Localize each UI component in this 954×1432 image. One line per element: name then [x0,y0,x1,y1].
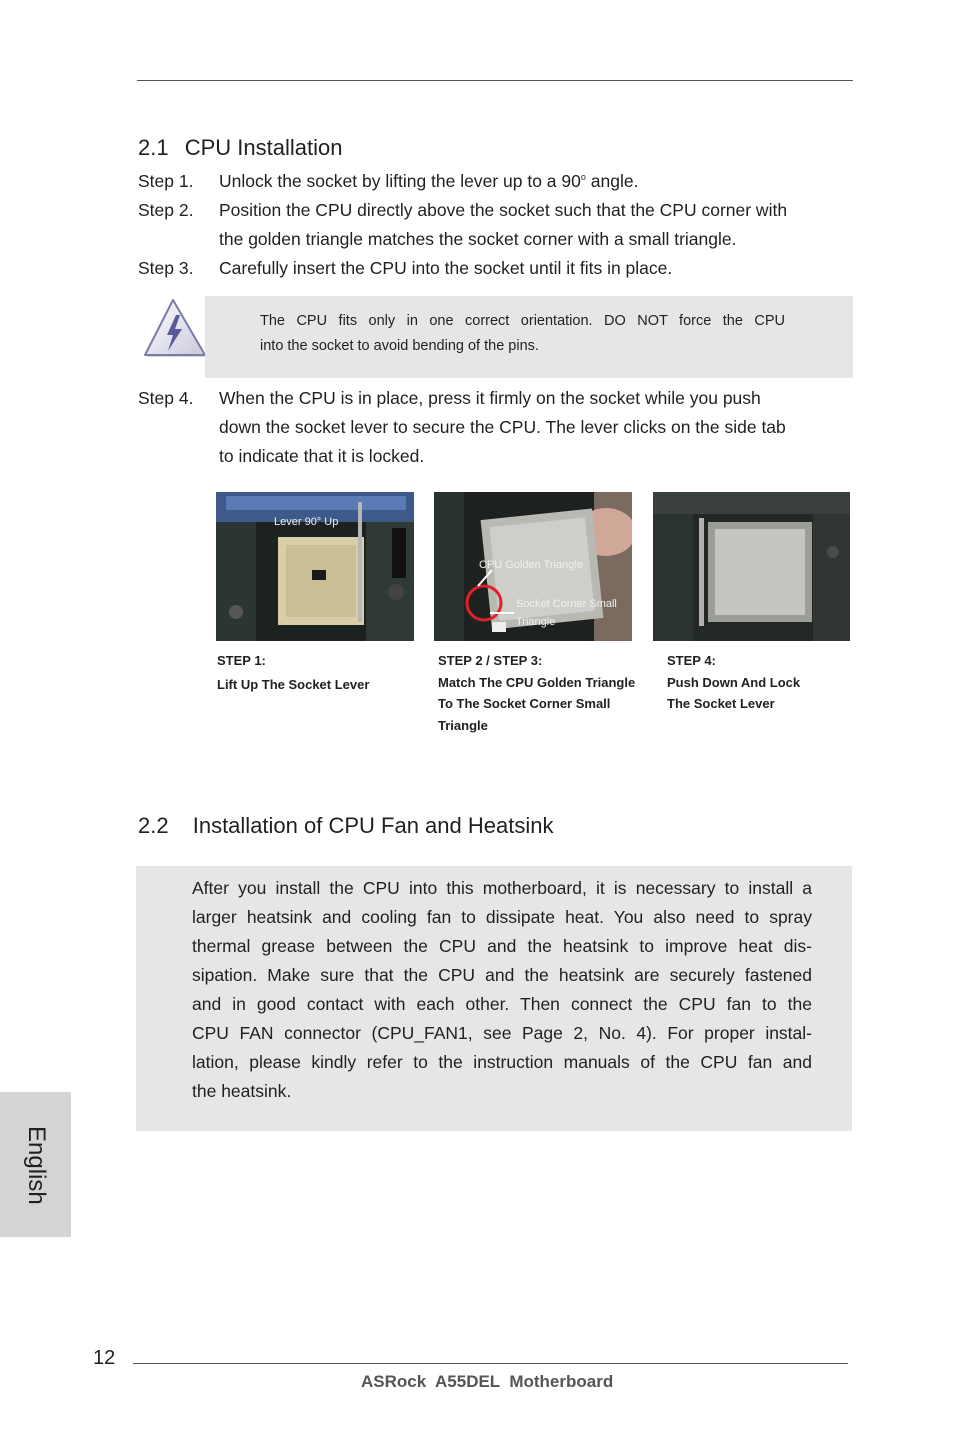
section-number: 2.2 [138,813,169,838]
lever-overlay-label: Lever 90° Up [274,516,339,528]
photo-cpu-insertion [434,492,632,641]
language-label: English [23,1126,50,1205]
caption-step-2-3: STEP 2 / STEP 3: Match The CPU Golden Triangle To The Socket Corner Small Triangle [438,653,636,733]
step-label: Step 4. [138,388,194,408]
section-title: Installation of CPU Fan and Heatsink [192,813,554,838]
section-heading-fan-heatsink [138,813,553,839]
language-side-tab [0,1092,71,1237]
step-text: Unlock the socket by lifting the lever up to a 90$^o$ angle. [219,171,639,191]
section-heading-cpu-installation [138,135,342,161]
degree-sup: o [580,172,586,182]
step-text: Position the CPU directly above the socket such that the CPU corner with the golden triangle matches the socket corner with a small triangle. [219,200,788,249]
step-label: Step 3. [138,258,194,278]
step-2 [138,196,858,256]
photo-cpu-locked [653,492,850,641]
step-text: When the CPU is in place, press it firmly on the socket while you push down the socket lever to secure the CPU. The lever clicks on the side tab to indicate that it is locked. [219,388,786,466]
fan-heatsink-note-text: After you install the CPU into this motherboard, it is necessary to install a larger heatsink and cooling fan to dissipate heat. You also need to spray thermal grease between the CPU and the heatsink to improve heat dis- sipation. Make sure that the CPU and the heatsink are securely fastened and in good contact with each other. Then connect the CPU fan to the CPU FAN connector (CPU_FAN1, see Page 2, No. 4). For proper instal- lation, please kindly refer to the instruction manuals of the CPU fan and the heatsink. [192,878,812,1101]
step-1 [138,167,858,197]
golden-triangle-overlay-label: CPU Golden Triangle [479,559,583,571]
step-text: Carefully insert the CPU into the socket until it fits in place. [219,258,673,278]
footer-rule [133,1363,848,1364]
step-label: Step 1. [138,171,194,191]
step-3 [138,254,858,284]
section-number: 2.1 [138,135,169,160]
step-4 [138,384,858,474]
socket-triangle-overlay-label: Socket Corner Small Triangle [516,598,617,628]
step-label: Step 2. [138,200,194,220]
top-rule [137,80,853,81]
caption-step-1: STEP 1: Lift Up The Socket Lever [217,653,370,692]
caption-step-4: STEP 4: Push Down And Lock The Socket Lever [667,653,801,711]
warning-note-text: The CPU fits only in one correct orientation. DO NOT force the CPU into the socket to avoid bending of the pins. [260,313,785,354]
photo-socket-lever-up [216,492,414,641]
page-number: 12 [93,1347,116,1369]
warning-triangle-icon [142,297,208,359]
footer-product: ASRock A55DEL Motherboard [361,1372,614,1391]
section-title: CPU Installation [184,135,343,160]
